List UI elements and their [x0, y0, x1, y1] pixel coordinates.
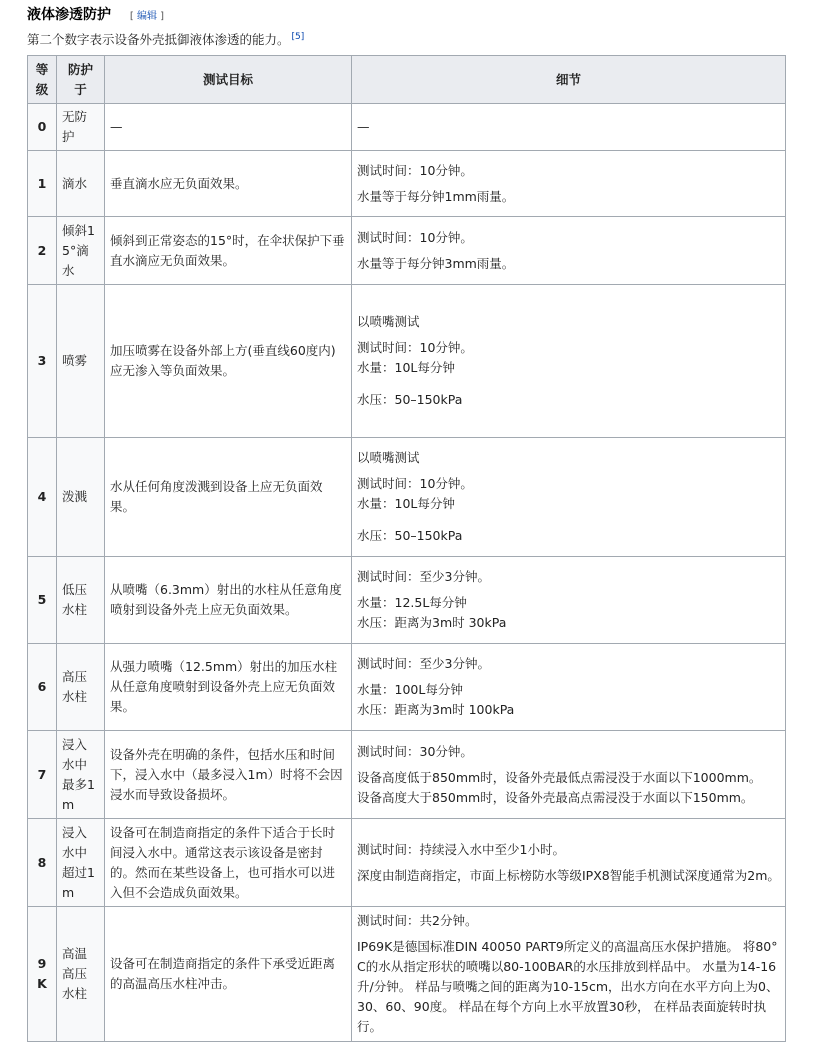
goal-cell: — [105, 104, 352, 151]
detail-cell: 以喷嘴测试 测试时间：10分钟。 水量：10L每分钟 水压：50–150kPa [352, 438, 786, 557]
table-row [28, 217, 786, 285]
protect-cell: 浸入水中最多1m [57, 731, 105, 819]
edit-link[interactable]: 编辑 [136, 11, 157, 22]
detail-cell: 测试时间：至少3分钟。 水量：100L每分钟 水压：距离为3m时 100kPa [352, 644, 786, 731]
protect-cell: 倾斜15°滴水 [57, 217, 105, 285]
section-heading [27, 4, 164, 24]
header-protect: 防护于 [57, 56, 105, 104]
goal-cell: 加压喷雾在设备外部上方(垂直线60度内)应无渗入等负面效果。 [105, 285, 352, 438]
table-row [28, 644, 786, 731]
intro-text: 第二个数字表示设备外壳抵御液体渗透的能力。 [27, 32, 290, 47]
goal-cell: 从强力喷嘴（12.5mm）射出的加压水柱从任意角度喷射到设备外壳上应无负面效果。 [105, 644, 352, 731]
detail-cell: 测试时间：30分钟。 设备高度低于850mm时，设备外壳最低点需浸没于水面以下1000mm。 设备高度大于850mm时，设备外壳最高点需浸没于水面以下150mm。 [352, 731, 786, 819]
goal-cell: 水从任何角度泼溅到设备上应无负面效果。 [105, 438, 352, 557]
detail-cell: 测试时间：10分钟。 水量等于每分钟3mm雨量。 [352, 217, 786, 285]
table-row [28, 731, 786, 819]
protect-cell: 泼溅 [57, 438, 105, 557]
table-row [28, 557, 786, 644]
grade-cell: 3 [28, 285, 57, 438]
grade-cell: 1 [28, 151, 57, 217]
grade-cell: 5 [28, 557, 57, 644]
protect-cell: 高压水柱 [57, 644, 105, 731]
table-row [28, 438, 786, 557]
header-grade: 等级 [28, 56, 57, 104]
section-intro [27, 30, 304, 48]
goal-cell: 倾斜到正常姿态的15°时，在伞状保护下垂直水滴应无负面效果。 [105, 217, 352, 285]
table-row [28, 104, 786, 151]
section-title: 液体渗透防护 [27, 7, 111, 23]
protect-cell: 喷雾 [57, 285, 105, 438]
detail-cell: 测试时间：10分钟。 水量等于每分钟1mm雨量。 [352, 151, 786, 217]
header-detail: 细节 [352, 56, 786, 104]
liquid-protection-table [27, 55, 786, 1042]
table-row [28, 819, 786, 907]
goal-cell: 设备可在制造商指定的条件下承受近距离的高温高压水柱冲击。 [105, 907, 352, 1042]
grade-cell: 2 [28, 217, 57, 285]
protect-cell: 浸入水中超过1m [57, 819, 105, 907]
grade-cell: 7 [28, 731, 57, 819]
protect-cell: 滴水 [57, 151, 105, 217]
table-row [28, 907, 786, 1042]
goal-cell: 设备可在制造商指定的条件下适合于长时间浸入水中。通常这表示该设备是密封的。然而在某些设备上，也可指水可以进入但不会造成负面效果。 [105, 819, 352, 907]
goal-cell: 垂直滴水应无负面效果。 [105, 151, 352, 217]
goal-cell: 设备外壳在明确的条件，包括水压和时间下，浸入水中（最多浸入1m）时将不会因浸水而导致设备损坏。 [105, 731, 352, 819]
edit-section: [ 编辑 ] [129, 11, 165, 22]
protect-cell: 无防护 [57, 104, 105, 151]
detail-cell: — [352, 104, 786, 151]
detail-cell: 测试时间：持续浸入水中至少1小时。 深度由制造商指定，市面上标榜防水等级IPX8智能手机测试深度通常为2m。 [352, 819, 786, 907]
protect-cell: 高温高压水柱 [57, 907, 105, 1042]
detail-cell: 以喷嘴测试 测试时间：10分钟。 水量：10L每分钟 水压：50–150kPa [352, 285, 786, 438]
detail-cell: 测试时间：共2分钟。 IP69K是德国标准DIN 40050 PART9所定义的高温高压水保护措施。 将80°C的水从指定形状的喷嘴以80-100BAR的水压排放到样品中。 水量为14-16升/分钟。 样品与喷嘴之间的距离为10-15cm，出水方向在水平方向上为0、30、60、90度。 样品在每个方向上水平放置30秒， 在样品表面旋转时执行。 [352, 907, 786, 1042]
grade-cell: 9K [28, 907, 57, 1042]
reference-link[interactable]: [5] [291, 32, 305, 42]
grade-cell: 8 [28, 819, 57, 907]
grade-cell: 6 [28, 644, 57, 731]
header-goal: 测试目标 [105, 56, 352, 104]
grade-cell: 0 [28, 104, 57, 151]
detail-cell: 测试时间：至少3分钟。 水量：12.5L每分钟 水压：距离为3m时 30kPa [352, 557, 786, 644]
table-row [28, 151, 786, 217]
goal-cell: 从喷嘴（6.3mm）射出的水柱从任意角度喷射到设备外壳上应无负面效果。 [105, 557, 352, 644]
protect-cell: 低压水柱 [57, 557, 105, 644]
grade-cell: 4 [28, 438, 57, 557]
table-row [28, 285, 786, 438]
